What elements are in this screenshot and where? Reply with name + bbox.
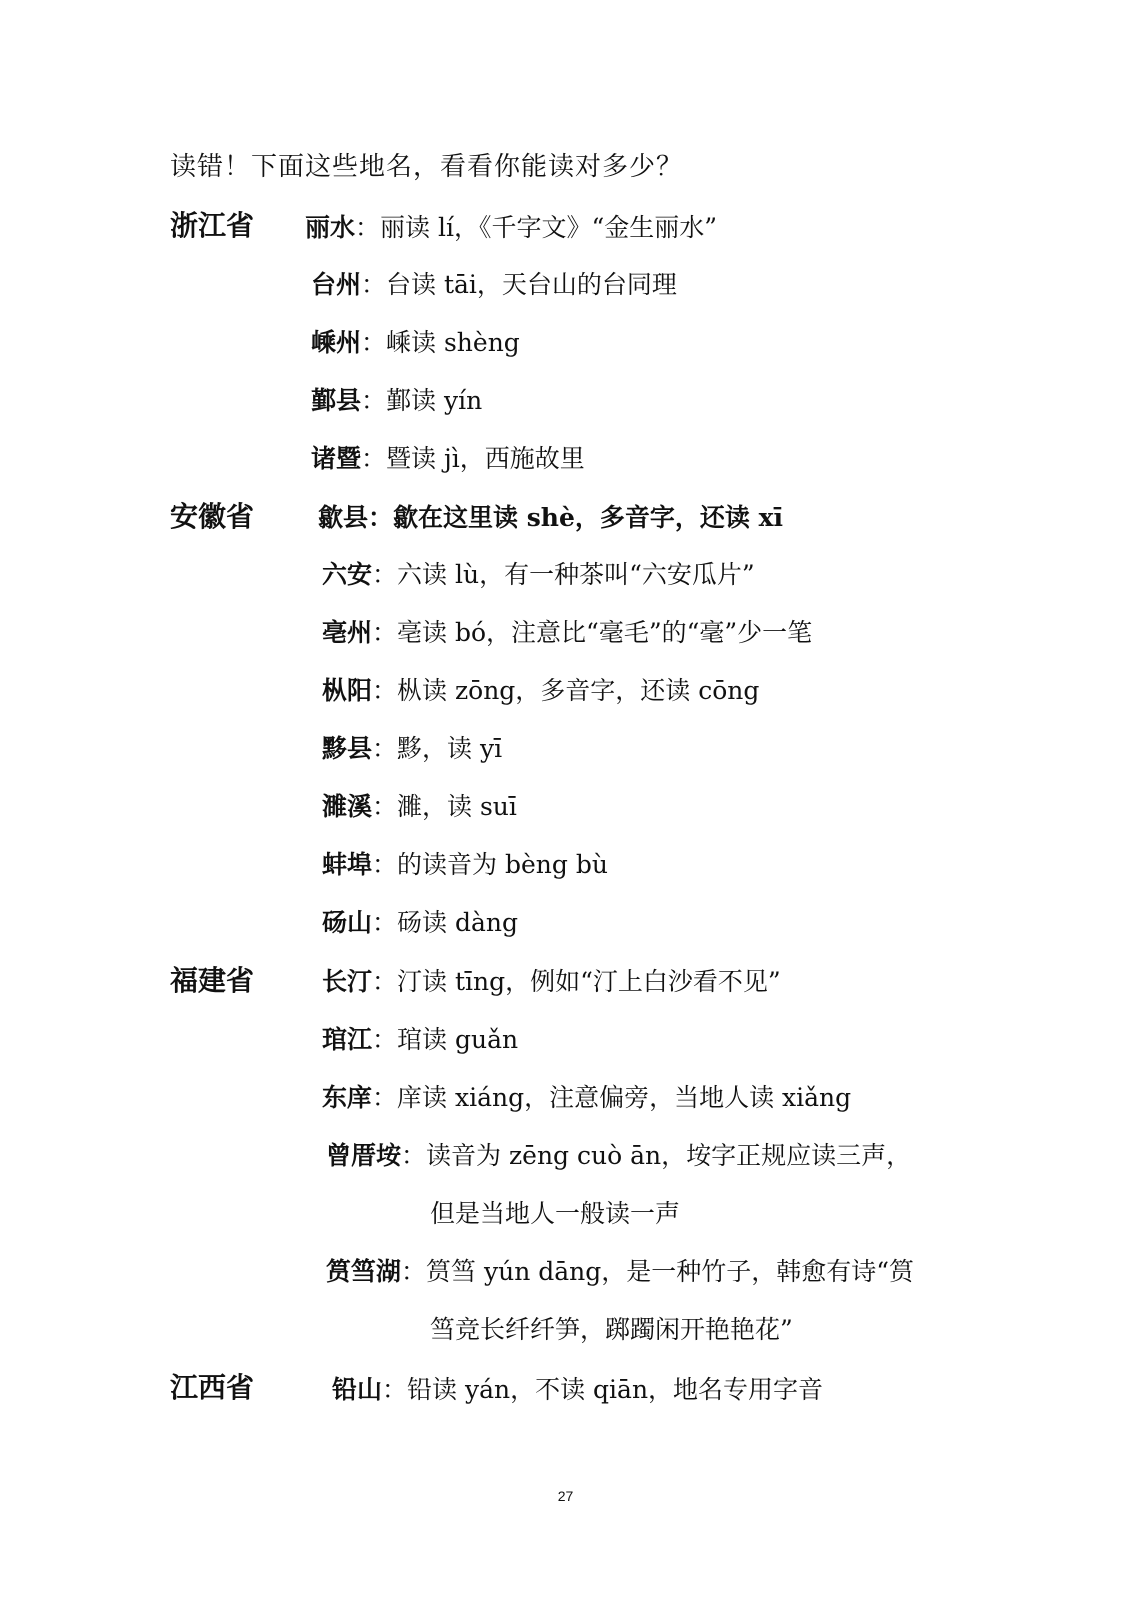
- entry-desc: 暨读 jì，西施故里: [386, 444, 585, 473]
- entry-desc: 台读 tāi，天台山的台同理: [386, 270, 677, 299]
- colon: ：: [372, 792, 398, 821]
- colon: ：: [368, 503, 394, 532]
- entry-name: 蚌埠: [322, 850, 373, 879]
- entry-name: 铅山: [332, 1375, 383, 1404]
- entry-desc: 丽读 lí，《千字文》“金生丽水”: [380, 213, 718, 242]
- colon: ：: [382, 1375, 408, 1404]
- page-number: 27: [557, 1488, 574, 1504]
- colon: ：: [372, 618, 398, 647]
- province-heading-jiangxi: 江西省: [170, 1371, 255, 1404]
- entry-desc: 琯读 guǎn: [397, 1025, 519, 1054]
- entry-desc: 鄞读 yín: [386, 386, 483, 415]
- colon: ：: [372, 1025, 398, 1054]
- entry-dangshan: [322, 903, 518, 939]
- colon: ：: [372, 967, 398, 996]
- entry-lishui: [305, 208, 717, 244]
- entry-desc: 读音为 zēng cuò ān，垵字正规应读三声，: [426, 1141, 912, 1170]
- entry-name: 琯江: [322, 1025, 373, 1054]
- entry-name: 砀山: [322, 908, 373, 937]
- entry-name: 歙县: [318, 503, 369, 532]
- colon: ：: [401, 1141, 427, 1170]
- entry-yundanghu-continuation: 筜竞长纤纤笋，踯躅闲开艳艳花”: [430, 1315, 793, 1344]
- colon: ：: [372, 1083, 398, 1112]
- entry-name: 六安: [322, 560, 373, 589]
- colon: ：: [361, 328, 387, 357]
- colon: ：: [355, 213, 381, 242]
- entry-desc: 庠读 xiáng，注意偏旁，当地人读 xiǎng: [397, 1083, 852, 1112]
- entry-name: 濉溪: [322, 792, 373, 821]
- intro-text: 读错！下面这些地名，看看你能读对多少？: [170, 152, 684, 182]
- province-heading-fujian: 福建省: [170, 964, 255, 997]
- colon: ：: [372, 560, 398, 589]
- province-heading-anhui: 安徽省: [170, 500, 255, 533]
- entry-zengcuoan: [326, 1136, 911, 1172]
- entry-name: 台州: [311, 270, 362, 299]
- entry-yanshan: [332, 1370, 823, 1406]
- entry-yixian: [322, 729, 502, 765]
- entry-name: 曾厝垵: [326, 1141, 402, 1170]
- colon: ：: [401, 1257, 427, 1286]
- entry-desc: 黟，读 yī: [397, 734, 503, 763]
- entry-name: 亳州: [322, 618, 373, 647]
- entry-desc: 六读 lù，有一种茶叫“六安瓜片”: [397, 560, 755, 589]
- entry-name: 筼筜湖: [326, 1257, 402, 1286]
- entry-luan: [322, 555, 755, 591]
- entry-desc: 筼筜 yún dāng，是一种竹子，韩愈有诗“筼: [426, 1257, 915, 1286]
- entry-name: 长汀: [322, 967, 373, 996]
- province-heading-zhejiang: 浙江省: [170, 209, 255, 242]
- entry-yundanghu: [326, 1252, 914, 1288]
- entry-shengzhou: [311, 323, 520, 359]
- entry-desc: 的读音为 bèng bù: [397, 850, 608, 879]
- entry-name: 丽水: [305, 213, 356, 242]
- entry-shexian: [318, 498, 783, 534]
- colon: ：: [361, 444, 387, 473]
- entry-name: 东庠: [322, 1083, 373, 1112]
- entry-desc: 铅读 yán，不读 qiān，地名专用字音: [407, 1375, 824, 1404]
- entry-desc: 枞读 zōng，多音字，还读 cōng: [397, 676, 760, 705]
- entry-bengbu: [322, 845, 608, 881]
- colon: ：: [372, 734, 398, 763]
- colon: ：: [361, 270, 387, 299]
- entry-name: 嵊州: [311, 328, 362, 357]
- entry-zhuji: [311, 439, 585, 475]
- entry-changting: [322, 962, 781, 998]
- entry-guanjiang: [322, 1020, 518, 1056]
- colon: ：: [361, 386, 387, 415]
- entry-zongyang: [322, 671, 759, 707]
- entry-name: 黟县: [322, 734, 373, 763]
- entry-dongxiang: [322, 1078, 851, 1114]
- entry-desc: 汀读 tīng，例如“汀上白沙看不见”: [397, 967, 781, 996]
- entry-taizhou: [311, 265, 677, 301]
- entry-bozhou: [322, 613, 812, 649]
- entry-suixi: [322, 787, 517, 823]
- colon: ：: [372, 908, 398, 937]
- entry-desc: 嵊读 shèng: [386, 328, 520, 357]
- entry-name: 诸暨: [311, 444, 362, 473]
- entry-name: 枞阳: [322, 676, 373, 705]
- entry-yinxian: [311, 381, 482, 417]
- entry-desc: 亳读 bó，注意比“毫毛”的“毫”少一笔: [397, 618, 813, 647]
- colon: ：: [372, 676, 398, 705]
- colon: ：: [372, 850, 398, 879]
- entry-name: 鄞县: [311, 386, 362, 415]
- entry-desc: 歙在这里读 shè，多音字，还读 xī: [393, 503, 783, 532]
- entry-zengcuoan-continuation: 但是当地人一般读一声: [430, 1199, 681, 1228]
- entry-desc: 濉，读 suī: [397, 792, 517, 821]
- entry-desc: 砀读 dàng: [397, 908, 518, 937]
